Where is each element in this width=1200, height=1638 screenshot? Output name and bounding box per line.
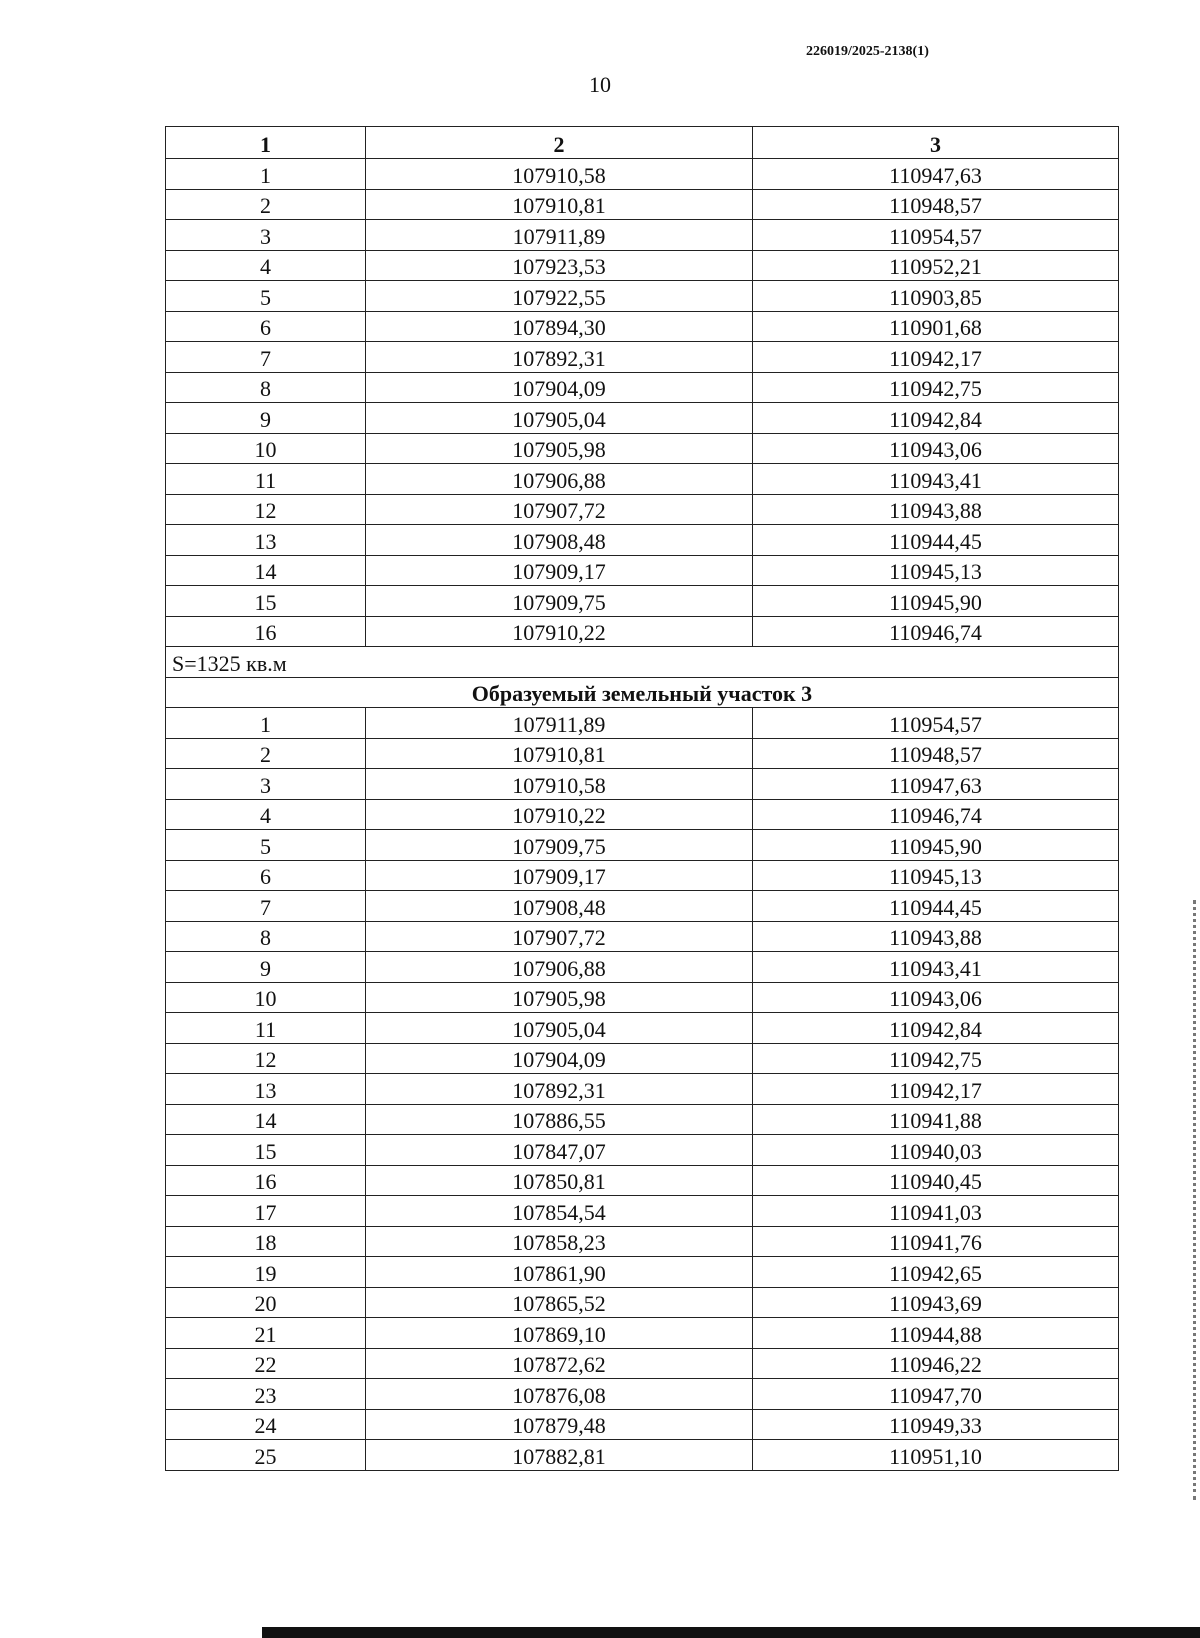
parcel-3-coordinate-row xyxy=(166,1287,1119,1318)
parcel-3-coordinate-row xyxy=(166,799,1119,830)
y-coordinate-cell: 110943,41 xyxy=(753,464,1119,495)
y-coordinate-cell: 110941,76 xyxy=(753,1226,1119,1257)
x-coordinate-cell: 107850,81 xyxy=(366,1165,753,1196)
y-coordinate-cell: 110948,57 xyxy=(753,189,1119,220)
x-coordinate-cell: 107906,88 xyxy=(366,464,753,495)
y-coordinate-cell: 110940,03 xyxy=(753,1135,1119,1166)
x-coordinate-cell: 107910,58 xyxy=(366,769,753,800)
x-coordinate-cell: 107908,48 xyxy=(366,525,753,556)
header-cell-x: 2 xyxy=(366,127,753,159)
area-label-row xyxy=(166,647,1119,678)
y-coordinate-cell: 110945,13 xyxy=(753,860,1119,891)
x-coordinate-cell: 107910,81 xyxy=(366,738,753,769)
x-coordinate-cell: 107911,89 xyxy=(366,220,753,251)
x-coordinate-cell: 107907,72 xyxy=(366,494,753,525)
coordinates-table xyxy=(165,126,1119,1471)
point-number-cell: 6 xyxy=(166,860,366,891)
y-coordinate-cell: 110947,63 xyxy=(753,769,1119,800)
parcel-3-coordinate-row xyxy=(166,921,1119,952)
parcel-3-coordinate-row xyxy=(166,1409,1119,1440)
bottom-scan-border xyxy=(262,1627,1200,1638)
x-coordinate-cell: 107892,31 xyxy=(366,1074,753,1105)
x-coordinate-cell: 107922,55 xyxy=(366,281,753,312)
parcel-a-coordinate-row xyxy=(166,189,1119,220)
point-number-cell: 16 xyxy=(166,1165,366,1196)
parcel-3-coordinate-row xyxy=(166,708,1119,739)
y-coordinate-cell: 110947,70 xyxy=(753,1379,1119,1410)
x-coordinate-cell: 107911,89 xyxy=(366,708,753,739)
x-coordinate-cell: 107861,90 xyxy=(366,1257,753,1288)
y-coordinate-cell: 110949,33 xyxy=(753,1409,1119,1440)
parcel-a-coordinate-row xyxy=(166,555,1119,586)
parcel-3-coordinate-row xyxy=(166,830,1119,861)
point-number-cell: 12 xyxy=(166,494,366,525)
x-coordinate-cell: 107905,98 xyxy=(366,982,753,1013)
section-title-row xyxy=(166,677,1119,708)
parcel-3-coordinate-row xyxy=(166,1440,1119,1471)
y-coordinate-cell: 110946,74 xyxy=(753,799,1119,830)
point-number-cell: 11 xyxy=(166,464,366,495)
point-number-cell: 14 xyxy=(166,555,366,586)
parcel-3-coordinate-row xyxy=(166,891,1119,922)
parcel-a-coordinate-row xyxy=(166,372,1119,403)
parcel-a-coordinate-row xyxy=(166,220,1119,251)
point-number-cell: 3 xyxy=(166,220,366,251)
x-coordinate-cell: 107904,09 xyxy=(366,1043,753,1074)
area-label: S=1325 кв.м xyxy=(166,647,1119,678)
y-coordinate-cell: 110954,57 xyxy=(753,708,1119,739)
x-coordinate-cell: 107879,48 xyxy=(366,1409,753,1440)
scan-edge-marks xyxy=(1193,900,1199,1500)
document-number: 226019/2025-2138(1) xyxy=(806,44,929,59)
point-number-cell: 9 xyxy=(166,403,366,434)
point-number-cell: 15 xyxy=(166,586,366,617)
y-coordinate-cell: 110943,88 xyxy=(753,494,1119,525)
y-coordinate-cell: 110952,21 xyxy=(753,250,1119,281)
point-number-cell: 12 xyxy=(166,1043,366,1074)
parcel-a-coordinate-row xyxy=(166,464,1119,495)
parcel-3-coordinate-row xyxy=(166,769,1119,800)
point-number-cell: 23 xyxy=(166,1379,366,1410)
parcel-3-coordinate-row xyxy=(166,1135,1119,1166)
y-coordinate-cell: 110954,57 xyxy=(753,220,1119,251)
y-coordinate-cell: 110942,75 xyxy=(753,372,1119,403)
header-cell-y: 3 xyxy=(753,127,1119,159)
y-coordinate-cell: 110946,22 xyxy=(753,1348,1119,1379)
x-coordinate-cell: 107894,30 xyxy=(366,311,753,342)
y-coordinate-cell: 110940,45 xyxy=(753,1165,1119,1196)
point-number-cell: 20 xyxy=(166,1287,366,1318)
point-number-cell: 7 xyxy=(166,342,366,373)
y-coordinate-cell: 110944,88 xyxy=(753,1318,1119,1349)
y-coordinate-cell: 110943,06 xyxy=(753,982,1119,1013)
x-coordinate-cell: 107904,09 xyxy=(366,372,753,403)
x-coordinate-cell: 107909,75 xyxy=(366,830,753,861)
x-coordinate-cell: 107907,72 xyxy=(366,921,753,952)
y-coordinate-cell: 110941,03 xyxy=(753,1196,1119,1227)
parcel-a-coordinate-row xyxy=(166,342,1119,373)
x-coordinate-cell: 107886,55 xyxy=(366,1104,753,1135)
point-number-cell: 8 xyxy=(166,921,366,952)
y-coordinate-cell: 110943,06 xyxy=(753,433,1119,464)
parcel-3-coordinate-row xyxy=(166,860,1119,891)
y-coordinate-cell: 110943,41 xyxy=(753,952,1119,983)
header-cell-point: 1 xyxy=(166,127,366,159)
point-number-cell: 14 xyxy=(166,1104,366,1135)
point-number-cell: 9 xyxy=(166,952,366,983)
parcel-a-coordinate-row xyxy=(166,250,1119,281)
parcel-a-coordinate-row xyxy=(166,525,1119,556)
point-number-cell: 18 xyxy=(166,1226,366,1257)
parcel-a-coordinate-row xyxy=(166,311,1119,342)
point-number-cell: 5 xyxy=(166,281,366,312)
point-number-cell: 8 xyxy=(166,372,366,403)
x-coordinate-cell: 107854,54 xyxy=(366,1196,753,1227)
parcel-3-coordinate-row xyxy=(166,1226,1119,1257)
parcel-a-coordinate-row xyxy=(166,586,1119,617)
point-number-cell: 17 xyxy=(166,1196,366,1227)
y-coordinate-cell: 110945,90 xyxy=(753,830,1119,861)
parcel-3-coordinate-row xyxy=(166,982,1119,1013)
y-coordinate-cell: 110942,17 xyxy=(753,1074,1119,1105)
y-coordinate-cell: 110941,88 xyxy=(753,1104,1119,1135)
x-coordinate-cell: 107923,53 xyxy=(366,250,753,281)
y-coordinate-cell: 110943,88 xyxy=(753,921,1119,952)
point-number-cell: 19 xyxy=(166,1257,366,1288)
parcel-a-coordinate-row xyxy=(166,403,1119,434)
y-coordinate-cell: 110944,45 xyxy=(753,525,1119,556)
point-number-cell: 7 xyxy=(166,891,366,922)
point-number-cell: 2 xyxy=(166,189,366,220)
x-coordinate-cell: 107872,62 xyxy=(366,1348,753,1379)
point-number-cell: 3 xyxy=(166,769,366,800)
x-coordinate-cell: 107858,23 xyxy=(366,1226,753,1257)
point-number-cell: 24 xyxy=(166,1409,366,1440)
x-coordinate-cell: 107910,22 xyxy=(366,616,753,647)
parcel-3-coordinate-row xyxy=(166,1013,1119,1044)
y-coordinate-cell: 110948,57 xyxy=(753,738,1119,769)
section-title: Образуемый земельный участок 3 xyxy=(166,677,1119,708)
x-coordinate-cell: 107910,58 xyxy=(366,159,753,190)
x-coordinate-cell: 107910,81 xyxy=(366,189,753,220)
y-coordinate-cell: 110943,69 xyxy=(753,1287,1119,1318)
parcel-3-coordinate-row xyxy=(166,1043,1119,1074)
y-coordinate-cell: 110945,90 xyxy=(753,586,1119,617)
x-coordinate-cell: 107905,04 xyxy=(366,403,753,434)
x-coordinate-cell: 107905,98 xyxy=(366,433,753,464)
point-number-cell: 4 xyxy=(166,250,366,281)
parcel-3-coordinate-row xyxy=(166,738,1119,769)
y-coordinate-cell: 110942,65 xyxy=(753,1257,1119,1288)
y-coordinate-cell: 110946,74 xyxy=(753,616,1119,647)
x-coordinate-cell: 107909,75 xyxy=(366,586,753,617)
y-coordinate-cell: 110945,13 xyxy=(753,555,1119,586)
point-number-cell: 10 xyxy=(166,433,366,464)
point-number-cell: 22 xyxy=(166,1348,366,1379)
point-number-cell: 13 xyxy=(166,1074,366,1105)
parcel-3-coordinate-row xyxy=(166,1165,1119,1196)
coordinates-table-body xyxy=(166,127,1119,1471)
header-row xyxy=(166,127,1119,159)
y-coordinate-cell: 110901,68 xyxy=(753,311,1119,342)
point-number-cell: 11 xyxy=(166,1013,366,1044)
y-coordinate-cell: 110951,10 xyxy=(753,1440,1119,1471)
point-number-cell: 1 xyxy=(166,708,366,739)
x-coordinate-cell: 107869,10 xyxy=(366,1318,753,1349)
parcel-3-coordinate-row xyxy=(166,1104,1119,1135)
y-coordinate-cell: 110942,84 xyxy=(753,403,1119,434)
parcel-3-coordinate-row xyxy=(166,1379,1119,1410)
point-number-cell: 5 xyxy=(166,830,366,861)
page-number: 10 xyxy=(589,72,611,97)
y-coordinate-cell: 110942,84 xyxy=(753,1013,1119,1044)
parcel-a-coordinate-row xyxy=(166,494,1119,525)
y-coordinate-cell: 110942,75 xyxy=(753,1043,1119,1074)
x-coordinate-cell: 107905,04 xyxy=(366,1013,753,1044)
parcel-3-coordinate-row xyxy=(166,1318,1119,1349)
point-number-cell: 16 xyxy=(166,616,366,647)
parcel-a-coordinate-row xyxy=(166,159,1119,190)
x-coordinate-cell: 107892,31 xyxy=(366,342,753,373)
x-coordinate-cell: 107876,08 xyxy=(366,1379,753,1410)
point-number-cell: 4 xyxy=(166,799,366,830)
parcel-a-coordinate-row xyxy=(166,281,1119,312)
point-number-cell: 10 xyxy=(166,982,366,1013)
parcel-3-coordinate-row xyxy=(166,1348,1119,1379)
point-number-cell: 6 xyxy=(166,311,366,342)
x-coordinate-cell: 107909,17 xyxy=(366,555,753,586)
x-coordinate-cell: 107906,88 xyxy=(366,952,753,983)
parcel-a-coordinate-row xyxy=(166,616,1119,647)
point-number-cell: 1 xyxy=(166,159,366,190)
parcel-3-coordinate-row xyxy=(166,1074,1119,1105)
x-coordinate-cell: 107882,81 xyxy=(366,1440,753,1471)
x-coordinate-cell: 107865,52 xyxy=(366,1287,753,1318)
x-coordinate-cell: 107908,48 xyxy=(366,891,753,922)
y-coordinate-cell: 110947,63 xyxy=(753,159,1119,190)
parcel-a-coordinate-row xyxy=(166,433,1119,464)
y-coordinate-cell: 110942,17 xyxy=(753,342,1119,373)
x-coordinate-cell: 107909,17 xyxy=(366,860,753,891)
point-number-cell: 25 xyxy=(166,1440,366,1471)
x-coordinate-cell: 107847,07 xyxy=(366,1135,753,1166)
x-coordinate-cell: 107910,22 xyxy=(366,799,753,830)
parcel-3-coordinate-row xyxy=(166,952,1119,983)
parcel-3-coordinate-row xyxy=(166,1196,1119,1227)
point-number-cell: 21 xyxy=(166,1318,366,1349)
point-number-cell: 13 xyxy=(166,525,366,556)
point-number-cell: 2 xyxy=(166,738,366,769)
point-number-cell: 15 xyxy=(166,1135,366,1166)
y-coordinate-cell: 110944,45 xyxy=(753,891,1119,922)
y-coordinate-cell: 110903,85 xyxy=(753,281,1119,312)
parcel-3-coordinate-row xyxy=(166,1257,1119,1288)
